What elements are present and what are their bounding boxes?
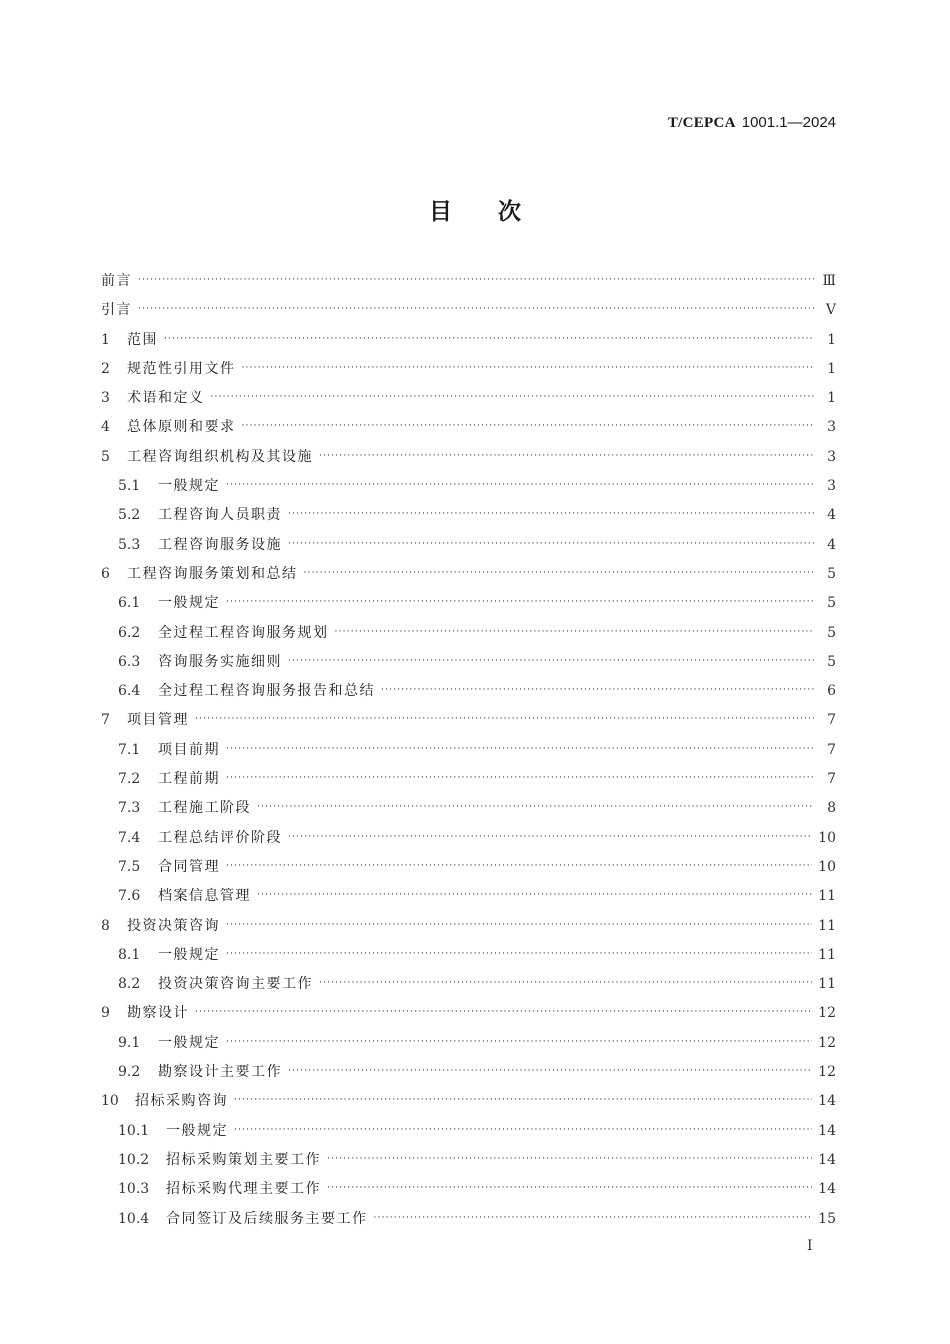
dot-leader [226, 1037, 812, 1047]
toc-page-number: 14 [818, 1122, 836, 1139]
toc-section-number: 6 [101, 565, 110, 582]
dot-leader [234, 1095, 812, 1105]
standard-org: T/CEPCA [667, 115, 736, 131]
toc-entry[interactable] [101, 1178, 836, 1207]
toc-page-number: 11 [818, 976, 836, 993]
toc-entry-label [101, 915, 220, 935]
toc-section-number: 6.1 [118, 595, 141, 612]
toc-entry-label [118, 739, 220, 759]
dot-leader [138, 275, 814, 285]
toc-entry[interactable] [101, 944, 836, 973]
dot-leader [226, 597, 814, 607]
toc-section-title: 全过程工程咨询服务报告和总结 [158, 683, 375, 700]
toc-page-number: 15 [818, 1210, 836, 1227]
toc-section-title: 前言 [101, 273, 132, 289]
toc-entry[interactable] [101, 446, 836, 475]
toc-entry-label [118, 1178, 321, 1198]
toc-entry-label [101, 270, 132, 290]
toc-entry[interactable] [101, 768, 836, 797]
toc-entry[interactable] [101, 270, 836, 299]
dot-leader [257, 890, 812, 900]
toc-page-number: 11 [818, 946, 836, 963]
toc-section-number: 7.2 [118, 771, 141, 788]
dot-leader [288, 539, 814, 549]
toc-page-number: 12 [818, 1005, 836, 1022]
toc-page-number: 5 [827, 565, 836, 582]
toc-section-number: 6.2 [118, 624, 141, 641]
toc-section-number: 10.1 [118, 1122, 150, 1139]
toc-section-number: 4 [101, 419, 110, 436]
toc-entry[interactable] [101, 1032, 836, 1061]
dot-leader [164, 334, 814, 344]
toc-section-title: 工程总结评价阶段 [158, 829, 282, 846]
toc-entry[interactable] [101, 1208, 836, 1237]
toc-section-title: 项目管理 [127, 712, 189, 729]
toc-entry-label [118, 475, 220, 495]
toc-section-number: 7.6 [118, 888, 141, 905]
toc-page-number: 4 [827, 507, 836, 524]
toc-section-title: 项目前期 [158, 741, 220, 758]
dot-leader [335, 627, 815, 637]
toc-entry[interactable] [101, 1061, 836, 1090]
toc-entry[interactable] [101, 504, 836, 533]
dot-leader [234, 1125, 812, 1135]
toc-entry-label [118, 885, 251, 905]
dot-leader [226, 920, 812, 930]
toc-page-number: 7 [827, 741, 836, 758]
toc-entry[interactable] [101, 1090, 836, 1119]
toc-section-number: 8.1 [118, 946, 141, 963]
standard-code [668, 113, 836, 132]
toc-entry[interactable] [101, 329, 836, 358]
toc-section-number: 10 [101, 1093, 119, 1110]
toc-entry[interactable] [101, 416, 836, 445]
dot-leader [242, 363, 815, 373]
toc-section-number: 3 [101, 390, 110, 407]
toc-entry-label [118, 504, 282, 524]
toc-page-number: 7 [827, 712, 836, 729]
toc-entry[interactable] [101, 885, 836, 914]
standard-number: 1001.1—2024 [741, 114, 836, 131]
toc-page-number: 5 [827, 653, 836, 670]
toc-section-number: 7 [101, 712, 110, 729]
toc-entry-label [118, 1061, 282, 1081]
toc-entry-label [101, 709, 189, 729]
toc-page-number: 12 [818, 1034, 836, 1051]
toc-entry-label [118, 856, 220, 876]
toc-page-number: 10 [818, 829, 836, 846]
toc-section-title: 合同管理 [158, 858, 220, 875]
toc-entry-label [118, 622, 329, 642]
toc-section-title: 工程咨询人员职责 [158, 507, 282, 524]
toc-entry-label [118, 827, 282, 847]
toc-page-number: 6 [827, 683, 836, 700]
toc-page-number: 14 [818, 1151, 836, 1168]
page-title: 目次 [429, 199, 567, 225]
toc-section-number: 6.3 [118, 653, 141, 670]
toc-page-number: Ⅴ [825, 302, 836, 319]
toc-section-title: 一般规定 [158, 946, 220, 963]
toc-entry[interactable] [101, 1120, 836, 1149]
toc-page-number: 1 [827, 360, 836, 377]
toc-page-number: 5 [827, 595, 836, 612]
dot-leader [288, 656, 814, 666]
toc-entry-label [118, 944, 220, 964]
toc-entry[interactable] [101, 680, 836, 709]
toc-section-title: 工程前期 [158, 771, 220, 788]
toc-entry-label [118, 797, 251, 817]
toc-entry-label [101, 387, 205, 407]
toc-entry[interactable] [101, 622, 836, 651]
toc-section-title: 工程咨询服务策划和总结 [127, 565, 298, 582]
dot-leader [288, 509, 814, 519]
toc-entry[interactable] [101, 915, 836, 944]
toc-section-number: 10.2 [118, 1151, 150, 1168]
toc-entry-label [118, 1120, 228, 1140]
toc-page-number: 7 [827, 771, 836, 788]
dot-leader [226, 773, 814, 783]
toc-section-number: 5.1 [118, 478, 141, 495]
toc-page-number: 3 [827, 448, 836, 465]
toc-entry-label [118, 1149, 321, 1169]
toc-page-number: 3 [827, 478, 836, 495]
toc-entry[interactable] [101, 973, 836, 1002]
toc-section-title: 合同签订及后续服务主要工作 [166, 1210, 368, 1227]
toc-entry-label [118, 680, 375, 700]
dot-leader [226, 861, 812, 871]
dot-leader [319, 978, 812, 988]
toc-entry-label [118, 768, 220, 788]
toc-entry-label [118, 534, 282, 554]
toc-entry[interactable] [101, 651, 836, 680]
toc-entry[interactable] [101, 797, 836, 826]
toc-page-number: 14 [818, 1093, 836, 1110]
toc-page-number: 5 [827, 624, 836, 641]
toc-section-title: 规范性引用文件 [127, 360, 236, 377]
toc-section-title: 招标采购代理主要工作 [166, 1181, 321, 1198]
toc-section-title: 工程咨询组织机构及其设施 [127, 448, 313, 465]
toc-entry[interactable] [101, 739, 836, 768]
toc-entry-label [118, 1208, 368, 1228]
toc-section-number: 7.5 [118, 858, 141, 875]
toc-section-title: 档案信息管理 [158, 888, 251, 905]
toc-page-number: 3 [827, 419, 836, 436]
toc-entry[interactable] [101, 299, 836, 328]
toc-section-number: 8 [101, 917, 110, 934]
toc-section-title: 招标采购咨询 [135, 1093, 228, 1110]
toc-entry[interactable] [101, 856, 836, 885]
dot-leader [327, 1183, 812, 1193]
toc-section-title: 范围 [127, 331, 158, 348]
toc-entry[interactable] [101, 387, 836, 416]
toc-entry-label [101, 1090, 228, 1110]
toc-entry-label [101, 446, 313, 466]
dot-leader [319, 451, 814, 461]
toc-section-number: 9.2 [118, 1064, 141, 1081]
footer-page-number: Ⅰ [807, 1238, 813, 1254]
toc-entry-label [118, 973, 313, 993]
toc-entry-label [101, 1002, 189, 1022]
toc-section-number: 9 [101, 1005, 110, 1022]
toc-page-number: 14 [818, 1181, 836, 1198]
toc-section-number: 7.1 [118, 741, 141, 758]
toc-section-title: 招标采购策划主要工作 [166, 1151, 321, 1168]
toc-entry[interactable] [101, 563, 836, 592]
toc-entry[interactable] [101, 592, 836, 621]
toc-entry[interactable] [101, 534, 836, 563]
dot-leader [381, 685, 814, 695]
dot-leader [304, 568, 815, 578]
toc-entry-label [118, 651, 282, 671]
toc-entry[interactable] [101, 1002, 836, 1031]
toc-entry[interactable] [101, 475, 836, 504]
toc-entry-label [101, 329, 158, 349]
toc-section-title: 工程咨询服务设施 [158, 536, 282, 553]
toc-entry-label [101, 299, 132, 319]
toc-section-title: 勘察设计主要工作 [158, 1064, 282, 1081]
toc-entry-label [118, 1032, 220, 1052]
dot-leader [226, 949, 812, 959]
dot-leader [374, 1213, 813, 1223]
dot-leader [138, 304, 814, 314]
toc-section-number: 10.3 [118, 1181, 150, 1198]
toc-section-number: 9.1 [118, 1034, 141, 1051]
toc-section-title: 引言 [101, 302, 132, 319]
toc-section-number: 1 [101, 331, 110, 348]
toc-section-number: 5 [101, 448, 110, 465]
toc-section-title: 总体原则和要求 [127, 419, 236, 436]
table-of-contents [101, 270, 836, 1237]
toc-page-number: 1 [827, 331, 836, 348]
dot-leader [195, 714, 814, 724]
toc-section-title: 全过程工程咨询服务规划 [158, 624, 329, 641]
toc-page-number: 4 [827, 536, 836, 553]
toc-section-title: 一般规定 [158, 478, 220, 495]
toc-section-title: 一般规定 [158, 595, 220, 612]
dot-leader [327, 1154, 812, 1164]
toc-entry[interactable] [101, 827, 836, 856]
dot-leader [195, 1007, 812, 1017]
toc-section-title: 咨询服务实施细则 [158, 653, 282, 670]
toc-entry[interactable] [101, 1149, 836, 1178]
toc-section-number: 7.4 [118, 829, 141, 846]
toc-section-title: 一般规定 [166, 1122, 228, 1139]
dot-leader [288, 832, 812, 842]
toc-entry-label [101, 563, 298, 583]
toc-entry-label [118, 592, 220, 612]
toc-page-number: 12 [818, 1064, 836, 1081]
toc-page-number: Ⅲ [822, 273, 836, 289]
toc-section-number: 5.3 [118, 536, 141, 553]
toc-section-number: 10.4 [118, 1210, 150, 1227]
dot-leader [226, 480, 814, 490]
dot-leader [257, 802, 814, 812]
toc-page-number: 11 [818, 888, 836, 905]
toc-entry[interactable] [101, 358, 836, 387]
dot-leader [226, 744, 814, 754]
toc-section-number: 6.4 [118, 683, 141, 700]
toc-page-number: 1 [827, 390, 836, 407]
toc-page-number: 11 [818, 917, 836, 934]
dot-leader [288, 1066, 812, 1076]
toc-section-number: 7.3 [118, 800, 141, 817]
toc-section-number: 8.2 [118, 976, 141, 993]
toc-section-title: 工程施工阶段 [158, 800, 251, 817]
toc-entry[interactable] [101, 709, 836, 738]
toc-section-title: 投资决策咨询主要工作 [158, 976, 313, 993]
toc-section-number: 2 [101, 360, 110, 377]
toc-section-title: 投资决策咨询 [127, 917, 220, 934]
toc-page-number: 10 [818, 858, 836, 875]
toc-section-number: 5.2 [118, 507, 141, 524]
toc-entry-label [101, 416, 236, 436]
toc-page-number: 8 [827, 800, 836, 817]
toc-section-title: 勘察设计 [127, 1005, 189, 1022]
dot-leader [211, 392, 815, 402]
toc-section-title: 术语和定义 [127, 390, 205, 407]
toc-entry-label [101, 358, 236, 378]
dot-leader [242, 421, 815, 431]
toc-section-title: 一般规定 [158, 1034, 220, 1051]
